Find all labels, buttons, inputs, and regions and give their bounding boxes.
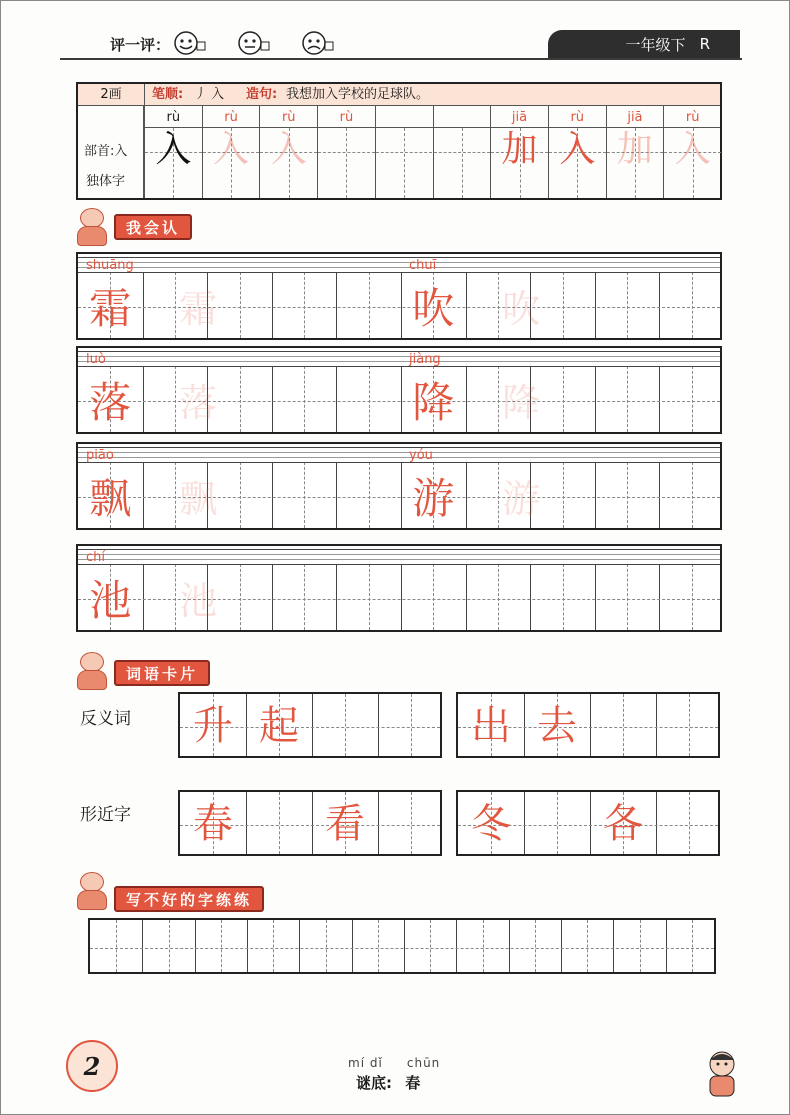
pinyin-line	[78, 262, 720, 263]
grid-line	[561, 920, 562, 972]
left-char[interactable]: 霜	[89, 284, 132, 333]
left-trace-chars: 落	[179, 381, 236, 425]
guide-line	[627, 564, 628, 630]
stroke-cell-pinyin: jiā	[511, 110, 528, 125]
card-char[interactable]: 春	[193, 801, 233, 847]
guide-line	[169, 920, 170, 972]
left-pinyin: chí	[86, 550, 105, 565]
edition-label: R	[699, 35, 710, 53]
stroke-cell[interactable]	[606, 106, 664, 198]
grid-line	[509, 920, 510, 972]
sad-face-icon[interactable]	[300, 30, 334, 54]
grid-line	[378, 792, 379, 854]
right-char[interactable]: 游	[412, 474, 455, 523]
grid-line	[401, 564, 402, 630]
card-char[interactable]: 各	[603, 801, 643, 847]
guide-line	[221, 920, 222, 972]
grid-line	[659, 462, 660, 528]
recognize-row	[76, 544, 722, 632]
antonym-card-1	[178, 692, 442, 758]
guide-line	[304, 564, 305, 630]
similar-label: 形近字	[80, 805, 131, 825]
stroke-cell-char: 加	[501, 129, 538, 170]
page-number-badge	[66, 1040, 118, 1092]
guide-line	[557, 792, 558, 854]
stroke-cell[interactable]	[663, 106, 721, 198]
grid-line	[78, 462, 720, 463]
grid-line	[272, 366, 273, 432]
stroke-cell-char: 入	[270, 129, 307, 170]
right-char[interactable]: 吹	[412, 284, 455, 333]
structure-label: 独体字	[86, 174, 126, 189]
grid-line	[78, 564, 720, 565]
stroke-cell-char: 入	[155, 129, 192, 170]
guide-line	[627, 272, 628, 338]
grid-line	[456, 920, 457, 972]
guide-line	[116, 920, 117, 972]
right-pinyin: yóu	[409, 448, 433, 463]
left-trace-chars: 霜	[179, 287, 236, 331]
page-number: 2	[83, 1051, 101, 1081]
card-char[interactable]: 起	[259, 703, 299, 749]
card-char[interactable]: 冬	[471, 801, 511, 847]
stroke-cell-char: 加	[616, 129, 653, 170]
card-char[interactable]: 看	[325, 801, 365, 847]
pinyin-line	[78, 267, 720, 268]
grid-line	[272, 462, 273, 528]
left-trace-chars: 飘	[179, 477, 236, 521]
cartoon-boy-icon	[700, 1048, 744, 1100]
guide-line	[483, 920, 484, 972]
grid-line	[336, 272, 337, 338]
stroke-cell[interactable]	[144, 106, 202, 198]
stroke-cell[interactable]	[259, 106, 317, 198]
section-title-practice: 写不好的字练练	[114, 886, 264, 912]
guide-line	[304, 272, 305, 338]
guide-line	[587, 920, 588, 972]
guide-line	[345, 694, 346, 756]
guide-line	[304, 366, 305, 432]
guide-line	[623, 694, 624, 756]
guide-line	[378, 920, 379, 972]
grid-line	[312, 694, 313, 756]
left-pinyin: shuāng	[86, 258, 134, 273]
stroke-cell-pinyin: rù	[281, 110, 296, 125]
stroke-cell[interactable]	[202, 106, 260, 198]
guide-line	[369, 564, 370, 630]
guide-line	[692, 272, 693, 338]
pinyin-line	[78, 351, 720, 352]
pinyin-line	[78, 457, 720, 458]
left-char[interactable]: 飘	[89, 474, 132, 523]
guide-line	[692, 920, 693, 972]
grid-line	[656, 792, 657, 854]
grid-line	[404, 920, 405, 972]
grid-line	[595, 564, 596, 630]
smile-face-icon[interactable]	[172, 30, 206, 54]
right-trace-chars: 降	[502, 381, 559, 425]
stroke-cell-char: 入	[559, 129, 596, 170]
stroke-count: 2画	[78, 84, 145, 106]
section-title-words: 词语卡片	[114, 660, 210, 686]
grid-line	[466, 564, 467, 630]
left-pinyin: piāo	[86, 448, 114, 463]
guide-line	[689, 792, 690, 854]
grid-line	[78, 272, 720, 273]
guide-line	[627, 462, 628, 528]
guide-line	[627, 366, 628, 432]
guide-line	[462, 128, 463, 198]
antonym-label: 反义词	[80, 709, 131, 729]
guide-line	[369, 366, 370, 432]
stroke-cell-char: 入	[213, 129, 250, 170]
recognize-row	[76, 252, 722, 340]
grid-line	[272, 564, 273, 630]
guide-line	[689, 694, 690, 756]
grade-tab	[548, 30, 740, 58]
guide-line	[90, 948, 714, 949]
left-char[interactable]: 池	[89, 576, 132, 625]
grid-line	[524, 792, 525, 854]
riddle-pinyin: mí dǐ chūn	[348, 1056, 441, 1070]
recognize-row	[76, 346, 722, 434]
stroke-cell[interactable]	[490, 106, 548, 198]
right-trace-chars: 吹	[502, 287, 559, 331]
guide-line	[279, 792, 280, 854]
left-char[interactable]: 落	[89, 378, 132, 427]
stroke-table	[76, 82, 722, 200]
pinyin-line	[78, 554, 720, 555]
cartoon-kid-icon	[74, 206, 108, 246]
grade-label: 一年级下	[625, 35, 686, 54]
guide-line	[433, 564, 434, 630]
card-char[interactable]: 去	[537, 703, 577, 749]
grid-line	[595, 462, 596, 528]
grid-line	[247, 920, 248, 972]
grid-line	[659, 564, 660, 630]
stroke-cell-pinyin: rù	[570, 110, 585, 125]
pinyin-line	[78, 447, 720, 448]
header-rule	[60, 58, 742, 60]
grid-line	[595, 272, 596, 338]
grid-line	[590, 694, 591, 756]
grid-line	[378, 694, 379, 756]
guide-line	[640, 920, 641, 972]
grid-line	[613, 920, 614, 972]
guide-line	[692, 564, 693, 630]
radical-info	[78, 106, 144, 198]
pinyin-line	[78, 356, 720, 357]
right-pinyin: jiàng	[409, 352, 441, 367]
order-chars: 丿 入	[194, 87, 225, 102]
grid-line	[246, 792, 247, 854]
similar-card-2	[456, 790, 720, 856]
guide-line	[404, 128, 405, 198]
grid-line	[595, 366, 596, 432]
stroke-cell-pinyin: rù	[166, 110, 181, 125]
evaluation-label: 评一评：	[110, 36, 171, 54]
grid-line	[656, 694, 657, 756]
guide-line	[376, 152, 433, 153]
grid-line	[352, 920, 353, 972]
stroke-cell-pinyin: rù	[224, 110, 238, 125]
right-trace-chars: 游	[502, 477, 559, 521]
order-label: 笔顺:	[152, 87, 184, 102]
guide-line	[434, 152, 491, 153]
recognize-row	[76, 442, 722, 530]
guide-line	[411, 694, 412, 756]
card-char[interactable]: 升	[193, 703, 233, 749]
guide-line	[563, 564, 564, 630]
stroke-cell-char: 入	[674, 129, 711, 170]
grid-line	[336, 366, 337, 432]
grid-line	[336, 564, 337, 630]
pinyin-line	[78, 559, 720, 560]
card-char[interactable]: 出	[471, 703, 511, 749]
stroke-cell-pinyin: jiā	[627, 110, 643, 125]
antonym-card-2	[456, 692, 720, 758]
grid-line	[530, 564, 531, 630]
guide-line	[369, 462, 370, 528]
practice-grid[interactable]	[88, 918, 716, 974]
stroke-cell[interactable]	[375, 106, 433, 198]
left-pinyin: luò	[86, 352, 106, 367]
grid-line	[666, 920, 667, 972]
similar-card-1	[178, 790, 442, 856]
grid-line	[659, 366, 660, 432]
stroke-cell-pinyin: rù	[685, 110, 700, 125]
guide-line	[692, 366, 693, 432]
guide-line	[535, 920, 536, 972]
neutral-face-icon[interactable]	[236, 30, 270, 54]
grid-line	[299, 920, 300, 972]
right-pinyin: chuī	[409, 258, 437, 273]
guide-line	[318, 152, 375, 153]
riddle-answer-line	[356, 1072, 420, 1093]
cartoon-kid-icon-3	[74, 870, 108, 910]
right-char[interactable]: 降	[412, 378, 455, 427]
grid-line	[142, 920, 143, 972]
stroke-cell[interactable]	[548, 106, 606, 198]
grid-line	[78, 366, 720, 367]
riddle-answer: 春	[405, 1074, 421, 1092]
guide-line	[430, 920, 431, 972]
guide-line	[304, 462, 305, 528]
grid-line	[195, 920, 196, 972]
cartoon-kid-icon-2	[74, 650, 108, 690]
grid-line	[659, 272, 660, 338]
example-sentence: 我想加入学校的足球队。	[286, 87, 430, 102]
stroke-cell[interactable]	[433, 106, 491, 198]
pinyin-line	[78, 361, 720, 362]
left-trace-chars: 池	[179, 579, 236, 623]
guide-line	[692, 462, 693, 528]
guide-line	[498, 564, 499, 630]
section-title-recognize: 我会认	[114, 214, 192, 240]
stroke-cell[interactable]	[317, 106, 375, 198]
riddle-label: 谜底:	[356, 1074, 392, 1092]
sentence-label: 造句:	[246, 87, 278, 102]
pinyin-line	[78, 257, 720, 258]
pinyin-line	[78, 549, 720, 550]
grid-line	[336, 462, 337, 528]
guide-line	[369, 272, 370, 338]
grid-line	[272, 272, 273, 338]
radical-label: 部首:入	[84, 144, 128, 159]
stroke-table-header	[78, 84, 720, 106]
stroke-cell-pinyin: rù	[339, 110, 354, 125]
guide-line	[273, 920, 274, 972]
pinyin-line	[78, 452, 720, 453]
guide-line	[326, 920, 327, 972]
guide-line	[346, 128, 347, 198]
guide-line	[411, 792, 412, 854]
